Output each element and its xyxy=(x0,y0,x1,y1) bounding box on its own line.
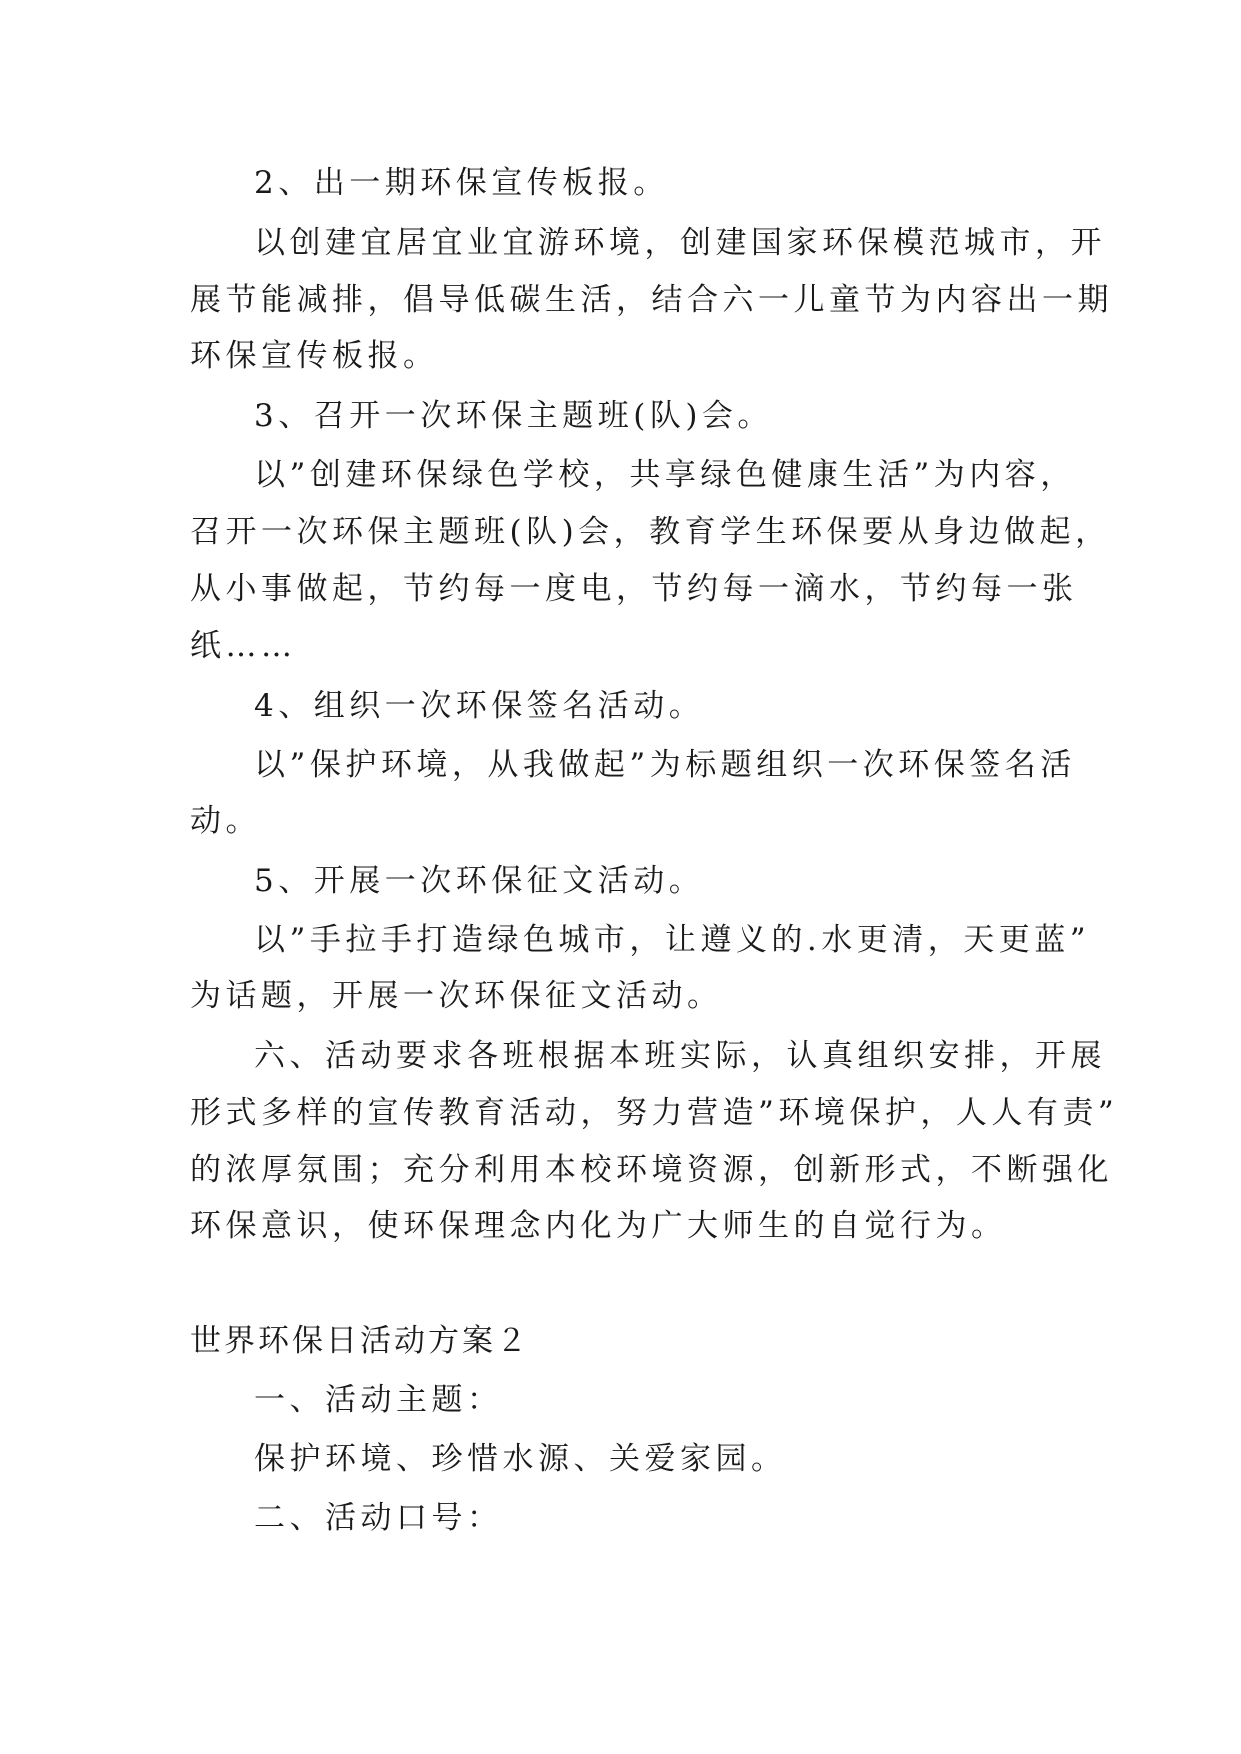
paragraph-line: 形式多样的宣传教育活动，努力营造”环境保护，人人有责” xyxy=(190,1095,1119,1131)
paragraph-line: 环保意识，使环保理念内化为广大师生的自觉行为。 xyxy=(190,1208,1007,1244)
paragraph-line: 以创建宜居宜业宜游环境，创建国家环保模范城市，开 xyxy=(254,225,1106,261)
item-3-heading: 3、召开一次环保主题班(队)会。 xyxy=(254,398,773,434)
paragraph-line: 环保宣传板报。 xyxy=(190,338,439,374)
paragraph-line: 以”手拉手打造绿色城市，让遵义的.水更清，天更蓝” xyxy=(254,922,1091,958)
paragraph-line: 纸…… xyxy=(190,628,297,664)
item-2-heading: 2、出一期环保宣传板报。 xyxy=(254,165,669,201)
paragraph-line: 展节能减排，倡导低碳生活，结合六一儿童节为内容出一期 xyxy=(190,282,1113,318)
theme-text: 保护环境、珍惜水源、关爱家园。 xyxy=(254,1441,787,1477)
paragraph-line: 从小事做起，节约每一度电，节约每一滴水，节约每一张 xyxy=(190,571,1078,607)
item-4-heading: 4、组织一次环保签名活动。 xyxy=(254,688,705,724)
paragraph-line: 召开一次环保主题班(队)会，教育学生环保要从身边做起， xyxy=(190,514,1111,550)
slogan-heading: 二、活动口号： xyxy=(254,1500,503,1536)
requirements-paragraph: 六、活动要求各班根据本班实际，认真组织安排，开展 xyxy=(254,1038,1106,1074)
paragraph-line: 动。 xyxy=(190,803,261,839)
paragraph-line: 为话题，开展一次环保征文活动。 xyxy=(190,978,723,1014)
paragraph-line: 以”创建环保绿色学校，共享绿色健康生活”为内容， xyxy=(254,457,1076,493)
section-title: 世界环保日活动方案２ xyxy=(190,1323,530,1359)
paragraph-line: 的浓厚氛围；充分利用本校环境资源，创新形式，不断强化 xyxy=(190,1152,1113,1188)
theme-heading: 一、活动主题： xyxy=(254,1382,503,1418)
paragraph-line: 以”保护环境，从我做起”为标题组织一次环保签名活 xyxy=(254,747,1076,783)
item-5-heading: 5、开展一次环保征文活动。 xyxy=(254,863,705,899)
